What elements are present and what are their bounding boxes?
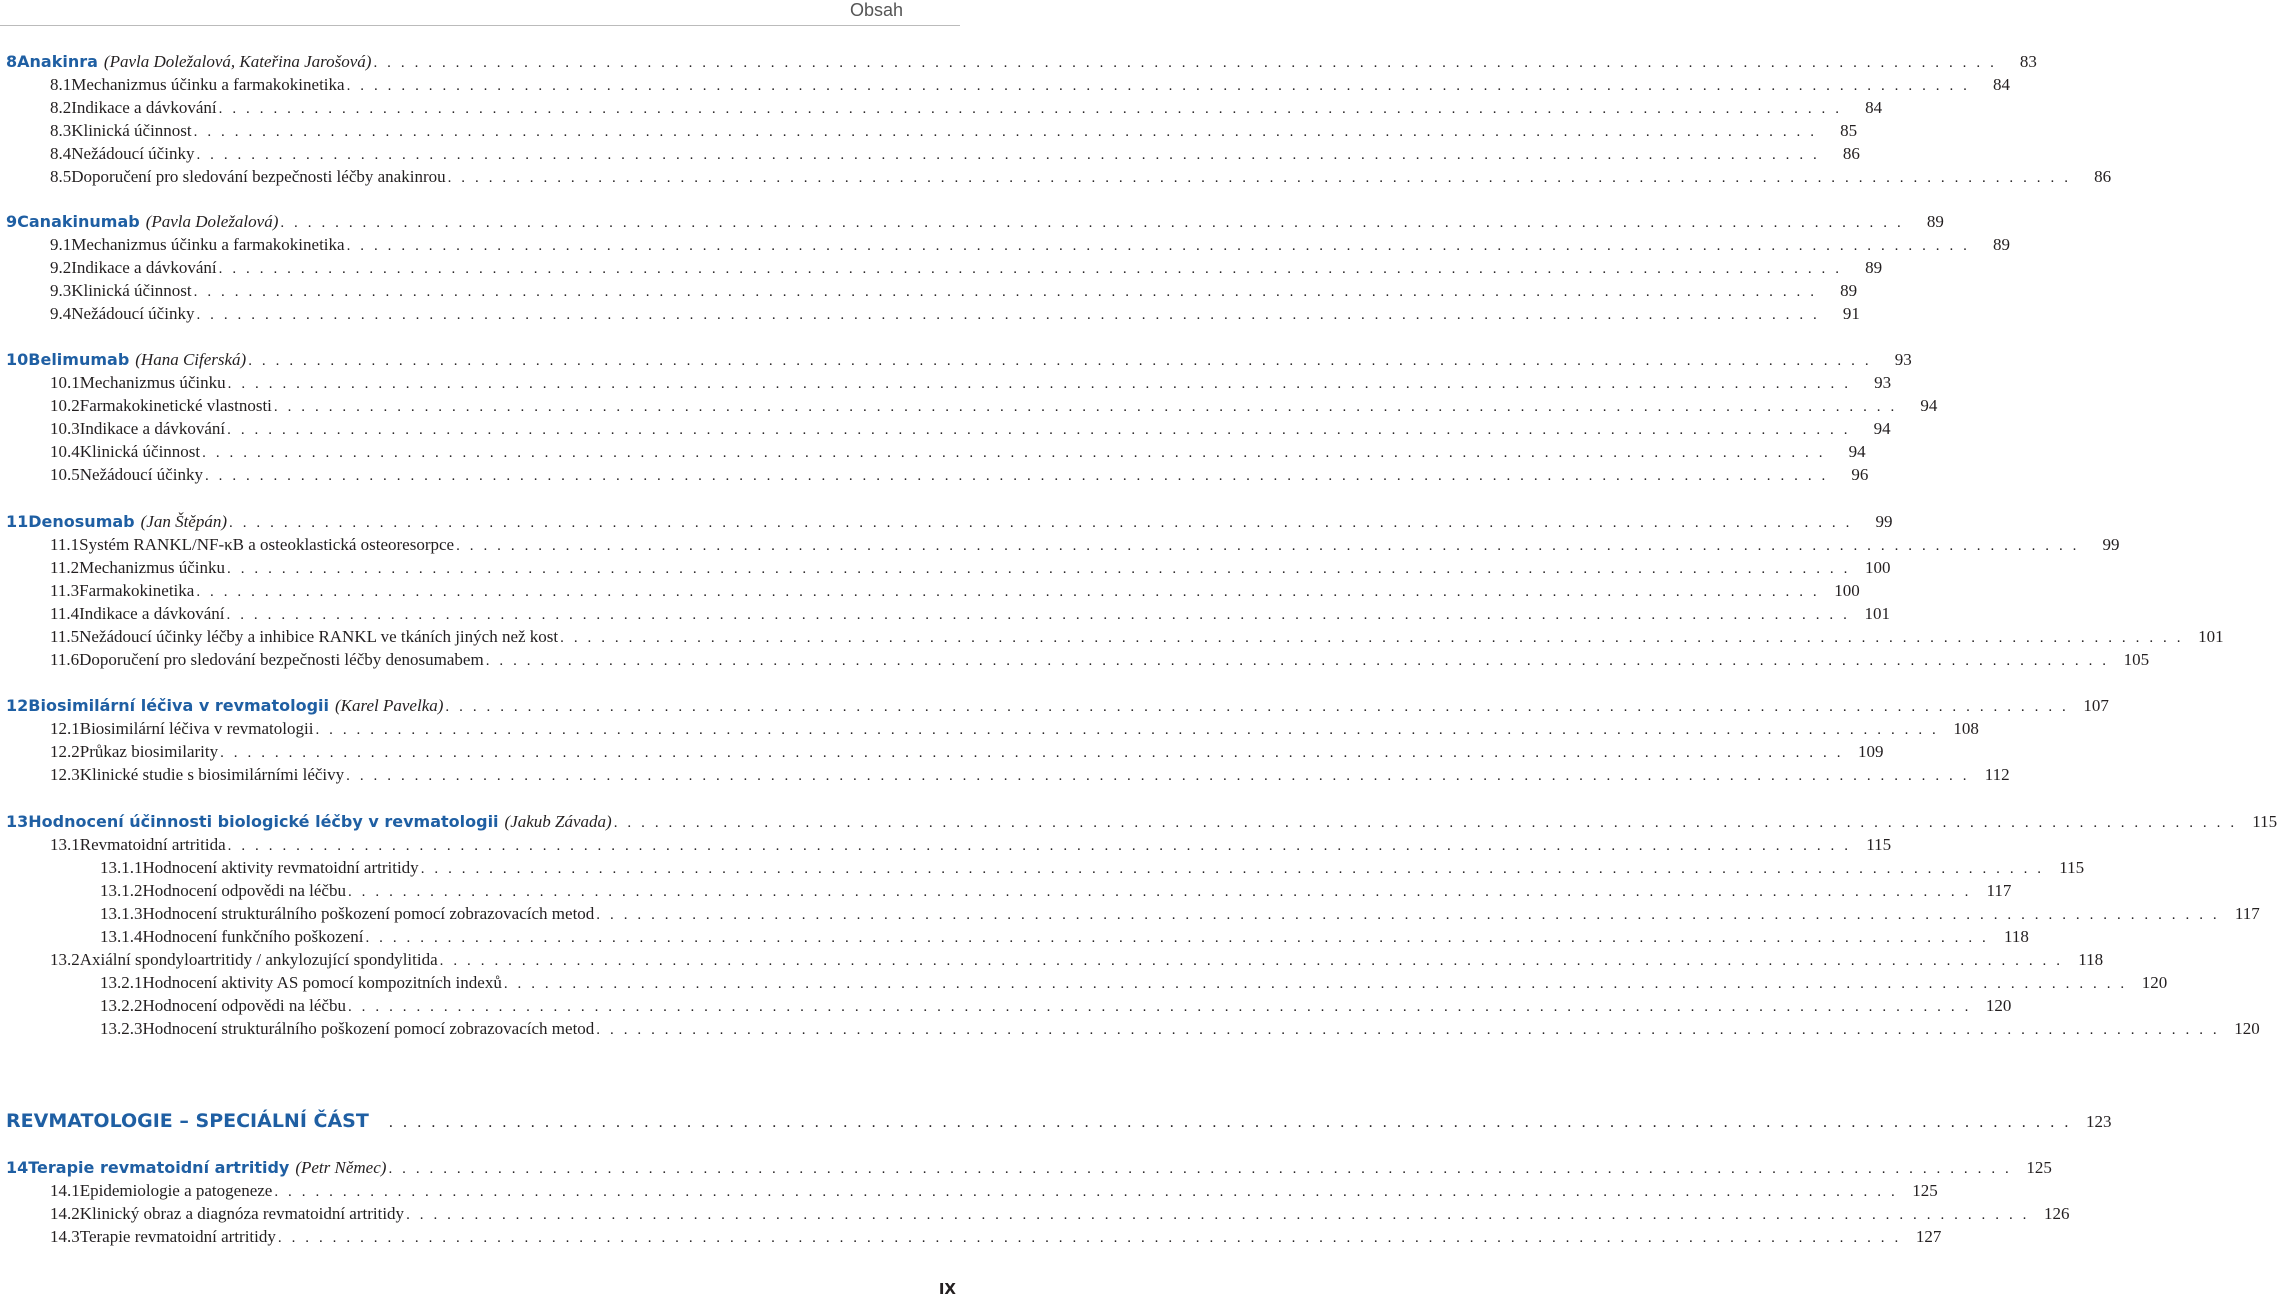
- toc-title: Nežádoucí účinky: [71, 144, 195, 163]
- chapter-author: (Pavla Doležalová, Kateřina Jarošová): [103, 52, 372, 71]
- toc-number: 11.6: [50, 650, 80, 669]
- toc-number: 13.1.1: [100, 858, 143, 877]
- toc-number: 10.1: [50, 373, 80, 392]
- toc-number: 11: [6, 512, 29, 531]
- toc-number: 8: [6, 52, 18, 71]
- dot-leader: [596, 1018, 2219, 1042]
- dot-leader: [274, 1180, 1897, 1204]
- toc-number: 10.4: [50, 442, 80, 461]
- header-rule: [0, 25, 960, 26]
- chapter-title: Belimumab: [28, 350, 130, 369]
- toc-section[interactable]: [0, 763, 2010, 787]
- toc-section[interactable]: [0, 440, 1866, 464]
- toc-section[interactable]: [0, 533, 2120, 557]
- toc-number: 11.4: [50, 604, 80, 623]
- toc-page-number: 100: [1834, 581, 1860, 600]
- dot-leader: [348, 880, 1971, 904]
- toc-title: Doporučení pro sledování bezpečnosti léčby denosumabem: [79, 650, 484, 669]
- toc-page-number: 86: [1842, 144, 1860, 163]
- toc-number: 14: [6, 1158, 29, 1177]
- toc-chapter[interactable]: [0, 510, 1893, 534]
- toc-title: Hodnocení odpovědi na léčbu: [142, 881, 346, 900]
- toc-title: Indikace a dávkování: [79, 604, 225, 623]
- dot-leader: [348, 995, 1971, 1019]
- toc-title: [28, 1156, 386, 1180]
- toc-number: 8.3: [50, 121, 72, 140]
- toc-title: Nežádoucí účinky léčby a inhibice RANKL ve tkáních jiných než kost: [79, 627, 559, 646]
- toc-section[interactable]: [0, 994, 2012, 1018]
- toc-title: Farmakokinetické vlastnosti: [79, 396, 272, 415]
- toc-section[interactable]: [0, 96, 1883, 120]
- toc-section[interactable]: [0, 233, 2011, 257]
- toc-page-number: 83: [2019, 52, 2037, 71]
- toc-title: Doporučení pro sledování bezpečnosti léčby anakinrou: [71, 167, 446, 186]
- toc-section[interactable]: [0, 119, 1858, 143]
- chapter-author: (Karel Pavelka): [335, 696, 444, 715]
- toc-number: 12.2: [50, 742, 80, 761]
- dot-leader: [560, 626, 2183, 650]
- toc-section[interactable]: [0, 1179, 1938, 1203]
- toc-number: 8.4: [50, 144, 72, 163]
- toc-section[interactable]: [0, 394, 1938, 418]
- toc-page-number: 115: [2252, 812, 2277, 831]
- toc-number: 13.1.4: [100, 927, 143, 946]
- toc-section[interactable]: [0, 948, 2104, 972]
- dot-leader: [196, 303, 1819, 327]
- toc-section[interactable]: [0, 648, 2150, 672]
- chapter-title: Canakinumab: [17, 212, 140, 231]
- dot-leader: [346, 764, 1969, 788]
- toc-title: Biosimilární léčiva v revmatologii: [79, 719, 314, 738]
- toc-section[interactable]: [0, 1202, 2070, 1226]
- toc-section[interactable]: [0, 371, 1892, 395]
- toc-section[interactable]: [0, 165, 2112, 189]
- dot-leader: [196, 580, 1819, 604]
- dot-leader: [486, 649, 2109, 673]
- toc-title: [17, 50, 371, 74]
- toc-page-number: 94: [1920, 396, 1938, 415]
- chapter-author: (Jan Štěpán): [140, 512, 228, 531]
- toc-number: 10.3: [50, 419, 80, 438]
- dot-leader: [227, 557, 1850, 581]
- toc-section[interactable]: [0, 925, 2029, 949]
- chapter-title: Hodnocení účinnosti biologické léčby v revmatologii: [28, 812, 499, 831]
- toc-title: Axiální spondyloartritidy / ankylozující spondylitida: [79, 950, 438, 969]
- dot-leader: [421, 857, 2044, 881]
- toc-page-number: 99: [2102, 535, 2120, 554]
- toc-title: Hodnocení aktivity revmatoidní artritidy: [142, 858, 419, 877]
- toc-page-number: 125: [2026, 1158, 2052, 1177]
- dot-leader: [194, 120, 1817, 144]
- toc-chapter[interactable]: [0, 50, 2037, 74]
- toc-page-number: 89: [1926, 212, 1944, 231]
- running-header: Obsah: [849, 0, 903, 20]
- toc-page-number: 108: [1953, 719, 1979, 738]
- toc-page-number: 89: [1993, 235, 2011, 254]
- toc-page-number: 126: [2044, 1204, 2070, 1223]
- toc-page-number: 84: [1865, 98, 1883, 117]
- toc-number: 12: [6, 696, 29, 715]
- toc-title: Nežádoucí účinky: [79, 465, 203, 484]
- dot-leader: [227, 418, 1850, 442]
- toc-title: [28, 694, 443, 718]
- toc-title: Mechanizmus účinku a farmakokinetika: [71, 75, 345, 94]
- toc-title: [28, 510, 227, 534]
- dot-leader: [406, 1203, 2029, 1227]
- toc-number: 11.5: [50, 627, 80, 646]
- toc-title: Indikace a dávkování: [71, 258, 217, 277]
- toc-number: 13.1: [50, 835, 80, 854]
- toc-title: Klinická účinnost: [71, 281, 192, 300]
- chapter-author: (Pavla Doležalová): [145, 212, 279, 231]
- toc-section[interactable]: [0, 1017, 2260, 1041]
- dot-leader: [205, 464, 1828, 488]
- chapter-author: (Jakub Závada): [504, 812, 612, 831]
- toc-title: Klinické studie s biosimilárními léčivy: [79, 765, 345, 784]
- dot-leader: [219, 257, 1842, 281]
- page-folio: IX: [938, 1280, 956, 1298]
- toc-title: Hodnocení funkčního poškození: [142, 927, 364, 946]
- dot-leader: [614, 811, 2237, 835]
- dot-leader: [219, 97, 1842, 121]
- toc-page-number: 89: [1865, 258, 1883, 277]
- toc-page-number: 85: [1840, 121, 1858, 140]
- toc-title: Farmakokinetika: [79, 581, 195, 600]
- toc-title: Mechanizmus účinku: [79, 373, 226, 392]
- toc-number: 14.2: [50, 1204, 80, 1223]
- toc-number: 13.2.1: [100, 973, 143, 992]
- chapter-title: Denosumab: [28, 512, 135, 531]
- toc-number: 14.3: [50, 1227, 80, 1246]
- toc-number: 9: [6, 212, 18, 231]
- toc-number: 10.2: [50, 396, 80, 415]
- dot-leader: [448, 166, 2071, 190]
- dot-leader: [229, 511, 1852, 535]
- chapter-author: (Petr Němec): [295, 1158, 387, 1177]
- toc-number: 13.2.3: [100, 1019, 143, 1038]
- chapter-author: (Hana Ciferská): [135, 350, 247, 369]
- toc-number: 9.1: [50, 235, 72, 254]
- toc-number: 8.1: [50, 75, 72, 94]
- toc-title: Systém RANKL/NF-κB a osteoklastická osteoresorpce: [79, 535, 455, 554]
- toc-page-number: 93: [1894, 350, 1912, 369]
- toc-page-number: 112: [1984, 765, 2010, 784]
- dot-leader: [280, 211, 1903, 235]
- toc-chapter[interactable]: [0, 210, 1944, 234]
- dot-leader: [388, 1157, 2011, 1181]
- toc-section[interactable]: [0, 625, 2224, 649]
- chapter-title: Terapie revmatoidní artritidy: [28, 1158, 290, 1177]
- toc-section[interactable]: [0, 579, 1860, 603]
- toc-number: 11.2: [50, 558, 80, 577]
- chapter-title: Biosimilární léčiva v revmatologii: [28, 696, 329, 715]
- toc-section[interactable]: [0, 1225, 1942, 1249]
- toc-page-number: 99: [1875, 512, 1893, 531]
- toc-number: 11.1: [50, 535, 80, 554]
- dot-leader: [196, 143, 1819, 167]
- dot-leader: [365, 926, 1988, 950]
- toc-title: Epidemiologie a patogeneze: [79, 1181, 273, 1200]
- toc-page-number: 125: [1912, 1181, 1938, 1200]
- toc-part[interactable]: [0, 1106, 2112, 1136]
- toc-page-number: 94: [1848, 442, 1866, 461]
- dot-leader: [456, 534, 2079, 558]
- toc-number: 14.1: [50, 1181, 80, 1200]
- toc-number: 13: [6, 812, 29, 831]
- toc-section[interactable]: [0, 902, 2260, 926]
- toc-page-number: 100: [1864, 558, 1891, 577]
- dot-leader: [278, 1226, 1901, 1250]
- toc-number: 10: [6, 350, 29, 369]
- toc-number: 8.2: [50, 98, 72, 117]
- toc-section[interactable]: [0, 717, 1979, 741]
- toc-number: 10.5: [50, 465, 80, 484]
- toc-title: Terapie revmatoidní artritidy: [79, 1227, 276, 1246]
- toc-section[interactable]: [0, 971, 2168, 995]
- chapter-title: Anakinra: [17, 52, 98, 71]
- toc-title: Mechanizmus účinku: [79, 558, 226, 577]
- toc-chapter[interactable]: [0, 694, 2109, 718]
- toc-section[interactable]: [0, 740, 1884, 764]
- toc-title: Indikace a dávkování: [79, 419, 226, 438]
- dot-leader: [504, 972, 2127, 996]
- toc-section[interactable]: [0, 602, 1890, 626]
- dot-leader: [228, 372, 1851, 396]
- toc-number: 12.3: [50, 765, 80, 784]
- toc-page-number: 127: [1915, 1227, 1942, 1246]
- toc-title: Hodnocení aktivity AS pomocí kompozitních indexů: [142, 973, 502, 992]
- toc-title: Klinická účinnost: [71, 121, 192, 140]
- toc-section[interactable]: [0, 556, 1891, 580]
- toc-number: 13.1.3: [100, 904, 143, 923]
- toc-number: 13.2: [50, 950, 80, 969]
- toc-page-number: 118: [2004, 927, 2029, 946]
- toc-title: [28, 348, 246, 372]
- toc-title: [28, 810, 611, 834]
- toc-number: 11.3: [50, 581, 80, 600]
- toc-section[interactable]: [0, 856, 2085, 880]
- toc-section[interactable]: [0, 142, 1860, 166]
- toc-page-number: 107: [2083, 696, 2109, 715]
- toc-page-number: 86: [2094, 167, 2112, 186]
- toc-page-number: 115: [2059, 858, 2085, 877]
- toc-page-number: 89: [1840, 281, 1858, 300]
- toc-number: 9.2: [50, 258, 72, 277]
- dot-leader: [445, 695, 2068, 719]
- toc-page-number: 93: [1874, 373, 1892, 392]
- toc-title: Hodnocení strukturálního poškození pomocí zobrazovacích metod: [142, 1019, 595, 1038]
- toc-chapter[interactable]: [0, 348, 1912, 372]
- dot-leader: [373, 51, 1996, 75]
- toc-page-number: 91: [1842, 304, 1860, 323]
- toc-page-number: 101: [1864, 604, 1890, 623]
- dot-leader: [315, 718, 1938, 742]
- toc-part-title: REVMATOLOGIE – SPECIÁLNÍ ČÁST: [6, 1110, 369, 1132]
- toc-page-number: 96: [1851, 465, 1869, 484]
- toc-chapter[interactable]: [0, 810, 2277, 834]
- toc-page-number: 123: [2086, 1112, 2112, 1131]
- dot-leader: [220, 741, 1843, 765]
- toc-number: 13.1.2: [100, 881, 143, 900]
- dot-leader: [274, 395, 1897, 419]
- dot-leader: [440, 949, 2063, 973]
- dot-leader: [596, 903, 2219, 927]
- toc-section[interactable]: [0, 463, 1869, 487]
- toc-title: Průkaz biosimilarity: [79, 742, 219, 761]
- dot-leader: [347, 74, 1970, 98]
- dot-leader: [389, 1108, 2072, 1138]
- toc-title: Klinická účinnost: [79, 442, 201, 461]
- toc-section[interactable]: [0, 302, 1860, 326]
- toc-page-number: 115: [1866, 835, 1892, 854]
- toc-number: 9.4: [50, 304, 72, 323]
- dot-leader: [228, 834, 1851, 858]
- toc-page-number: 118: [2078, 950, 2104, 969]
- toc-section[interactable]: [0, 256, 1883, 280]
- toc-page-number: 84: [1993, 75, 2011, 94]
- toc-section[interactable]: [0, 417, 1891, 441]
- dot-leader: [194, 280, 1817, 304]
- toc-title: [17, 210, 278, 234]
- toc-page-number: 120: [2141, 973, 2168, 992]
- toc-title: Mechanizmus účinku a farmakokinetika: [71, 235, 345, 254]
- dot-leader: [227, 603, 1850, 627]
- toc-title: Klinický obraz a diagnóza revmatoidní artritidy: [79, 1204, 405, 1223]
- toc-number: 13.2.2: [100, 996, 143, 1015]
- toc-chapter[interactable]: [0, 1156, 2052, 1180]
- toc-page-number: 117: [1986, 881, 2012, 900]
- toc-number: 9.3: [50, 281, 72, 300]
- toc-page-number: 120: [2234, 1019, 2260, 1038]
- dot-leader: [347, 234, 1970, 258]
- toc-number: 12.1: [50, 719, 80, 738]
- toc-number: 8.5: [50, 167, 72, 186]
- toc-page-number: 101: [2198, 627, 2224, 646]
- toc-title: Nežádoucí účinky: [71, 304, 195, 323]
- toc-section[interactable]: [0, 879, 2012, 903]
- toc-section[interactable]: [0, 279, 1858, 303]
- toc-title: Hodnocení odpovědi na léčbu: [142, 996, 346, 1015]
- toc-page-number: 105: [2123, 650, 2150, 669]
- toc-page-number: 120: [1985, 996, 2012, 1015]
- toc-page-number: 109: [1858, 742, 1884, 761]
- toc-title: Indikace a dávkování: [71, 98, 217, 117]
- toc-title: Revmatoidní artritida: [79, 835, 226, 854]
- toc-section[interactable]: [0, 833, 1892, 857]
- dot-leader: [202, 441, 1825, 465]
- toc-page-number: 94: [1873, 419, 1891, 438]
- toc-title: Hodnocení strukturálního poškození pomocí zobrazovacích metod: [142, 904, 595, 923]
- toc-section[interactable]: [0, 73, 2011, 97]
- dot-leader: [248, 349, 1871, 373]
- toc-page-number: 117: [2234, 904, 2260, 923]
